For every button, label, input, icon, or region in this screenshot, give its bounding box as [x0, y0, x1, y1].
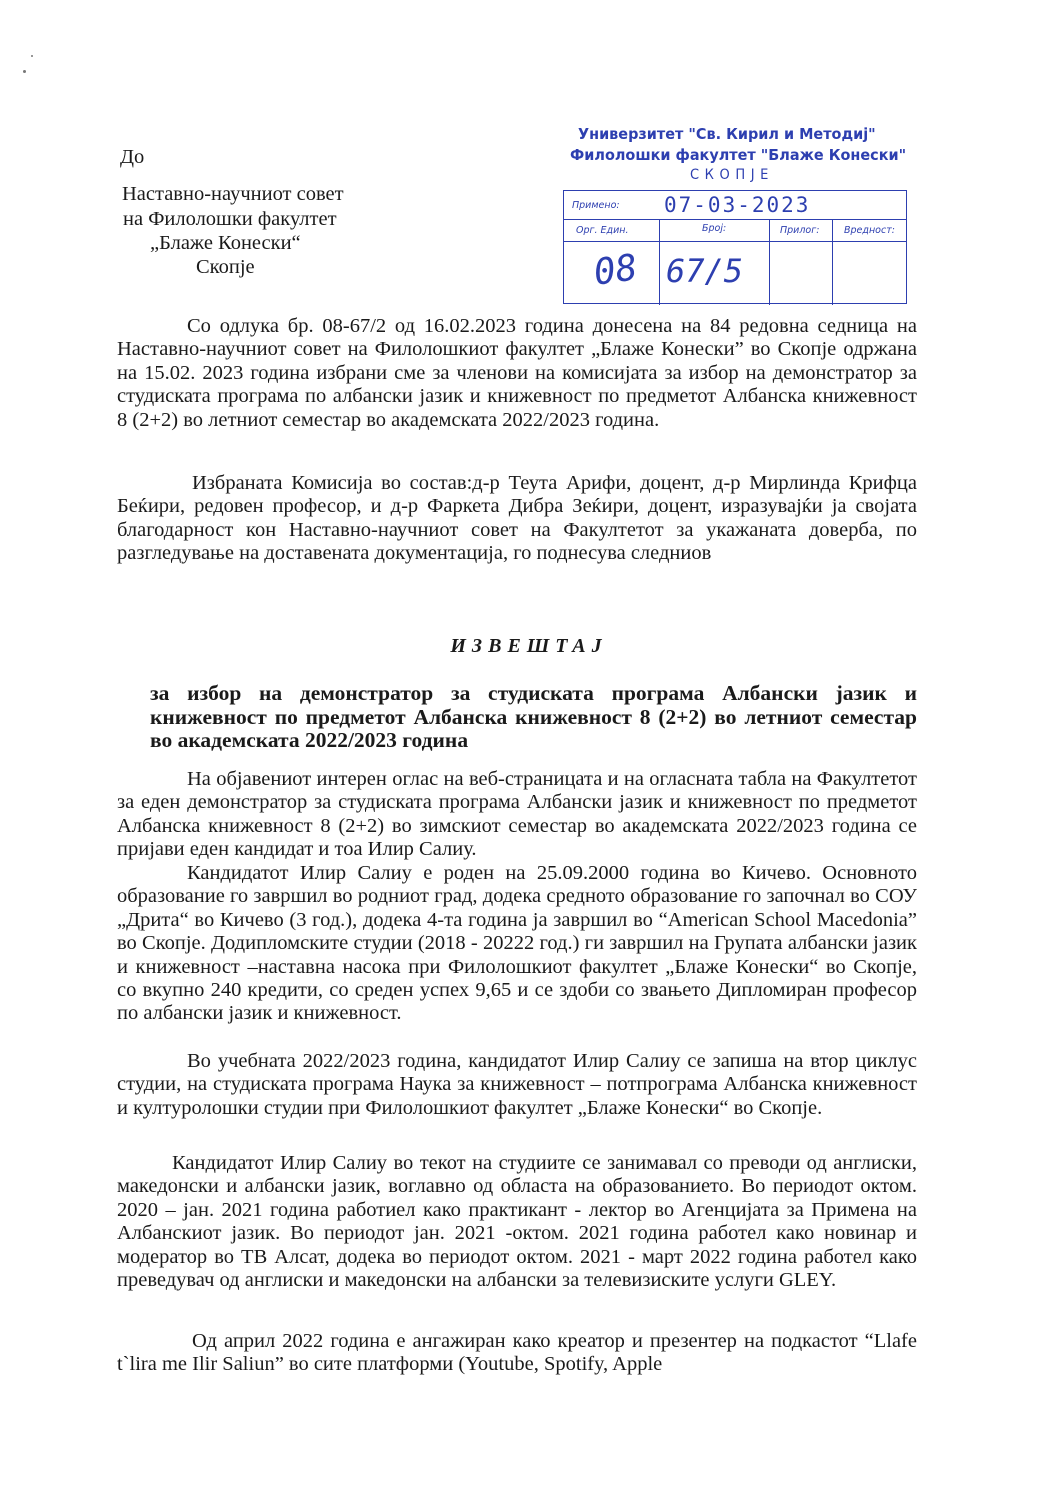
stamp-faculty: Филолошки факултет "Блаже Конески" [570, 146, 907, 164]
addressee-line: на Филолошки факултет [123, 208, 337, 230]
stamp-divider [659, 219, 660, 305]
addressee-line: Скопје [196, 256, 255, 278]
stamp-table [563, 190, 907, 304]
stamp-divider [564, 219, 906, 220]
body-paragraph: Кандидатот Илир Салиу е роден на 25.09.2000 година во Кичево. Основното образование го завршил во родниот град, додека средното образование го започнал во СОУ „Дрита“ во Кичево (3 год.), додека 4-та година ја завршил во “American School Macedonia” во Скопје. Додипломските студии (2018 - 20222 год.) ги завршил на Групата албански јазик и книжевност –наставна насока при Филолошкиот факултет „Блаже Конески“ во Скопје, со вкупно 240 кредити, со среден успех 9,65 и се здоби со звањето Дипломиран професор по албански јазик и книжевност. [117, 862, 917, 1025]
body-paragraph: Во учебната 2022/2023 година, кандидатот Илир Салиу се запишa на втор циклус студии, на студиската програма Наука за книжевност – потпрограма Албанска книжевност и културолошки студии при Филолошкиот факултет „Блаже Конески“ во Скопје. [117, 1050, 917, 1119]
scan-speck [31, 55, 33, 57]
stamp-city: СКОПЈЕ [690, 167, 774, 183]
stamp-number-value: 67/5 [666, 252, 744, 290]
stamp-received-date: 07-03-2023 [664, 193, 811, 217]
body-paragraph: На објавениот интерен оглас на веб-страницата и на огласната табла на Факултетот за еден демонстратор за студиската програма Албански јазик и книжевност по предметот Албанска книжевност 8 (2+2) во зимскиот семестар во академската 2022/2023 година се пријави еден кандидат и тоа Илир Салиу. [117, 768, 917, 861]
stamp-divider [564, 241, 906, 242]
intro-paragraph: Избраната Комисија во состав:д-р Теута Арифи, доцент, д-р Мирлинда Крифца Беќири, редовен професор, и д-р Фаркета Дибра Зеќири, доцент, изразувајќи ја својата благодарност кон Наставно-научниот совет на Факултетот за укажаната доверба, по разгледување на доставената документација, го поднесува следниов [117, 472, 917, 565]
addressee-line: „Блаже Конески“ [150, 232, 301, 254]
addressee-line: Наставно-научниот совет [122, 183, 344, 205]
body-paragraph: Кандидатот Илир Салиу во текот на студиите се занимавал со преводи од англиски, македонски и албански јазик, вoглавно од областа на образованието. Во периодот октом. 2020 – јан. 2021 година работиел како практикант - лектор во Агенцијата за Примена на Албанскиот јазик. Во периодот јан. 2021 -октом. 2021 година работел како новинар и модератор во ТВ Алсат, додека во периодот октом. 2021 - март 2022 година работел како преведувач од англиски и македонски на албански за телевизиските услуги GLEY. [117, 1152, 917, 1292]
stamp-attachment-label: Прилог: [780, 225, 820, 236]
stamp-org-unit-label: Орг. Един. [576, 225, 629, 236]
stamp-divider [769, 219, 770, 305]
addressee-to: До [120, 146, 145, 168]
stamp-divider [832, 219, 833, 305]
stamp-university: Универзитет "Св. Кирил и Методиј" [578, 125, 876, 143]
report-title: ИЗВЕШТАЈ [450, 635, 608, 657]
report-subtitle: за избор на демонстратор за студиската програма Албански јазик и книжевност по предметот Албанска книжевност 8 (2+2) во летниот семестар во академската 2022/2023 година [150, 681, 917, 752]
body-paragraph: Од април 2022 година е ангажиран како креатор и презентер на подкастот “Llafe t`lira me Ilir Saliun” во сите платформи (Youtube, Spotify, Apple [117, 1330, 917, 1376]
stamp-received-label: Примено: [572, 200, 620, 211]
stamp-number-label: Број: [702, 223, 727, 234]
stamp-org-unit-value: 08 [591, 247, 640, 294]
intro-paragraph: Со одлука бр. 08-67/2 од 16.02.2023 година донесена на 84 редовна седница на Наставно-научниот совет на Филолошкиот факултет „Блаже Конески” во Скопје одржана на 15.02. 2023 година избрани сме за членови на комисијата за избор на демонстратор за студиската програма по албански јазик и книжевност по предметот Албанска книжевност 8 (2+2) во летниот семестар во академската 2022/2023 година. [117, 315, 917, 431]
scan-speck [23, 70, 26, 73]
stamp-value-label: Вредност: [844, 225, 895, 236]
